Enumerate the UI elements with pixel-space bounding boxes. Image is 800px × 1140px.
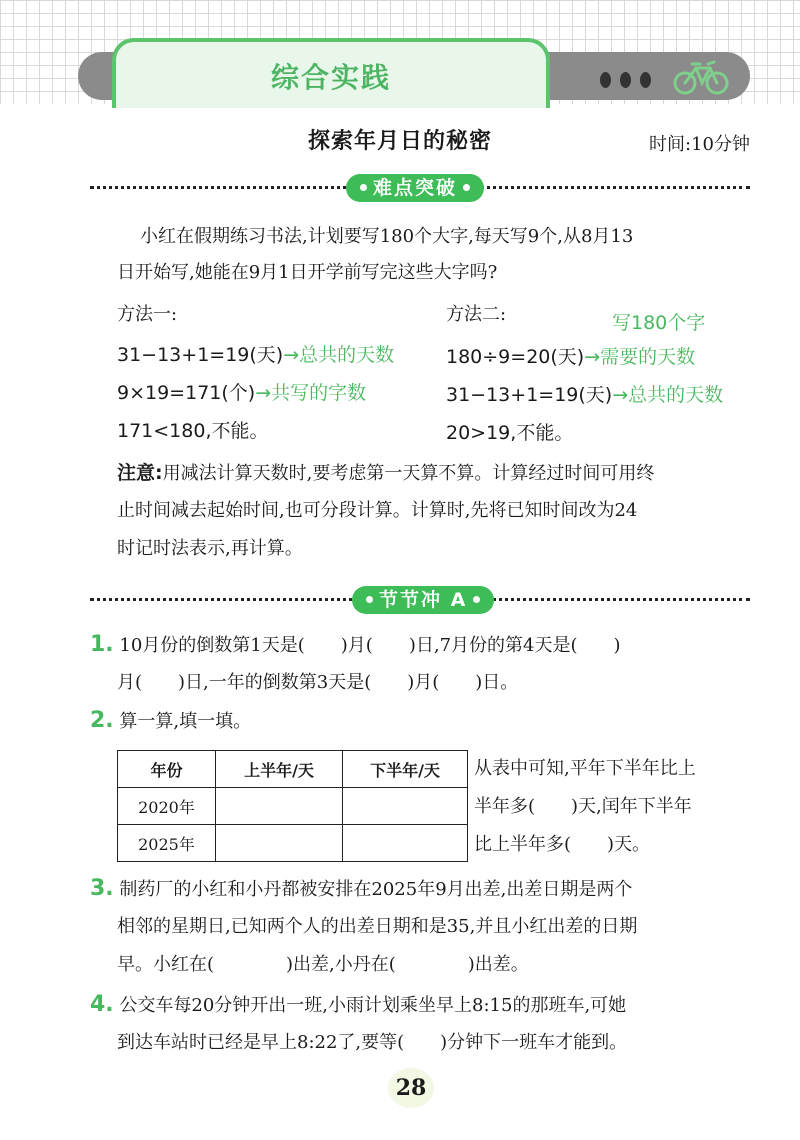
problem-line-2: 日开始写,她能在9月1日开学前写完这些大字吗? xyxy=(117,262,498,283)
table-header-first-half: 上半年/天 xyxy=(216,751,343,788)
question-4-line-1: 4. 公交车每20分钟开出一班,小雨计划乘坐早上8:15的那班车,可她 xyxy=(90,992,627,1017)
note-label: 注意: xyxy=(117,462,163,484)
question-3-number: 3. xyxy=(90,876,114,901)
bicycle-icon xyxy=(672,58,730,96)
method1-line1: 31−13+1=19(天)→总共的天数 xyxy=(117,344,395,366)
method1-line3: 171<180,不能。 xyxy=(117,420,269,442)
table-header-second-half: 下半年/天 xyxy=(343,751,468,788)
section-title-difficulty: 难点突破 xyxy=(346,174,484,202)
section-title-practice: 节节冲 A xyxy=(352,586,494,614)
question-3-line-3: 早。小红在( )出差,小丹在( )出差。 xyxy=(117,954,529,975)
question-4-number: 4. xyxy=(90,992,114,1017)
question-3-line-1: 3. 制药厂的小红和小丹都被安排在2025年9月出差,出差日期是两个 xyxy=(90,876,633,901)
question-2-side-line-2: 半年多( )天,闰年下半年 xyxy=(474,796,692,817)
method2-note2: →总共的天数 xyxy=(612,384,724,406)
question-3-line-2: 相邻的星期日,已知两个人的出差日期和是35,并且小红出差的日期 xyxy=(117,916,638,937)
table-cell-year: 2025年 xyxy=(118,825,216,862)
question-2-side-line-3: 比上半年多( )天。 xyxy=(474,834,651,855)
method1-note2: →共写的字数 xyxy=(255,382,367,404)
problem-line-1: 小红在假期练习书法,计划要写180个大字,每天写9个,从8月13 xyxy=(140,226,634,247)
time-label: 时间:10分钟 xyxy=(649,134,750,155)
table-row xyxy=(118,825,468,862)
decorative-dots xyxy=(600,72,660,92)
year-days-table xyxy=(117,750,468,862)
lesson-title: 探索年月日的秘密 xyxy=(307,129,492,154)
method2-label: 方法二: xyxy=(446,304,507,325)
question-2-number: 2. xyxy=(90,708,114,733)
chapter-title: 综合实践 xyxy=(270,61,391,94)
table-header-year: 年份 xyxy=(118,751,216,788)
table-row xyxy=(118,788,468,825)
table-cell-input[interactable] xyxy=(216,825,343,862)
question-1-line-1: 1. 10月份的倒数第1天是( )月( )日,7月份的第4天是( ) xyxy=(90,632,621,657)
method2-line1: 180÷9=20(天)→需要的天数 xyxy=(446,346,696,368)
table-cell-input[interactable] xyxy=(343,788,468,825)
note-line-1: 注意:用减法计算天数时,要考虑第一天算不算。计算经过时间可用终 xyxy=(117,462,655,484)
table-cell-input[interactable] xyxy=(216,788,343,825)
table-cell-input[interactable] xyxy=(343,825,468,862)
method1-note1: →总共的天数 xyxy=(283,344,395,366)
note-line-2: 止时间减去起始时间,也可分段计算。计算时,先将已知时间改为24 xyxy=(117,500,638,521)
page-number: 28 xyxy=(388,1068,434,1108)
table-header-row xyxy=(118,751,468,788)
question-2-side-line-1: 从表中可知,平年下半年比上 xyxy=(474,758,696,779)
table-cell-year: 2020年 xyxy=(118,788,216,825)
method2-line3: 20>19,不能。 xyxy=(446,422,574,444)
method2-note-top: 写180个字 xyxy=(612,312,706,334)
method1-label: 方法一: xyxy=(117,304,178,325)
method1-line2: 9×19=171(个)→共写的字数 xyxy=(117,382,367,404)
question-1-number: 1. xyxy=(90,632,114,657)
method2-line2: 31−13+1=19(天)→总共的天数 xyxy=(446,384,724,406)
question-1-line-2: 月( )日,一年的倒数第3天是( )月( )日。 xyxy=(117,672,519,693)
note-line-3: 时记时法表示,再计算。 xyxy=(117,538,303,559)
question-4-line-2: 到达车站时已经是早上8:22了,要等( )分钟下一班车才能到。 xyxy=(117,1032,628,1053)
question-2-line: 2. 算一算,填一填。 xyxy=(90,708,252,733)
method2-note1: →需要的天数 xyxy=(584,346,696,368)
